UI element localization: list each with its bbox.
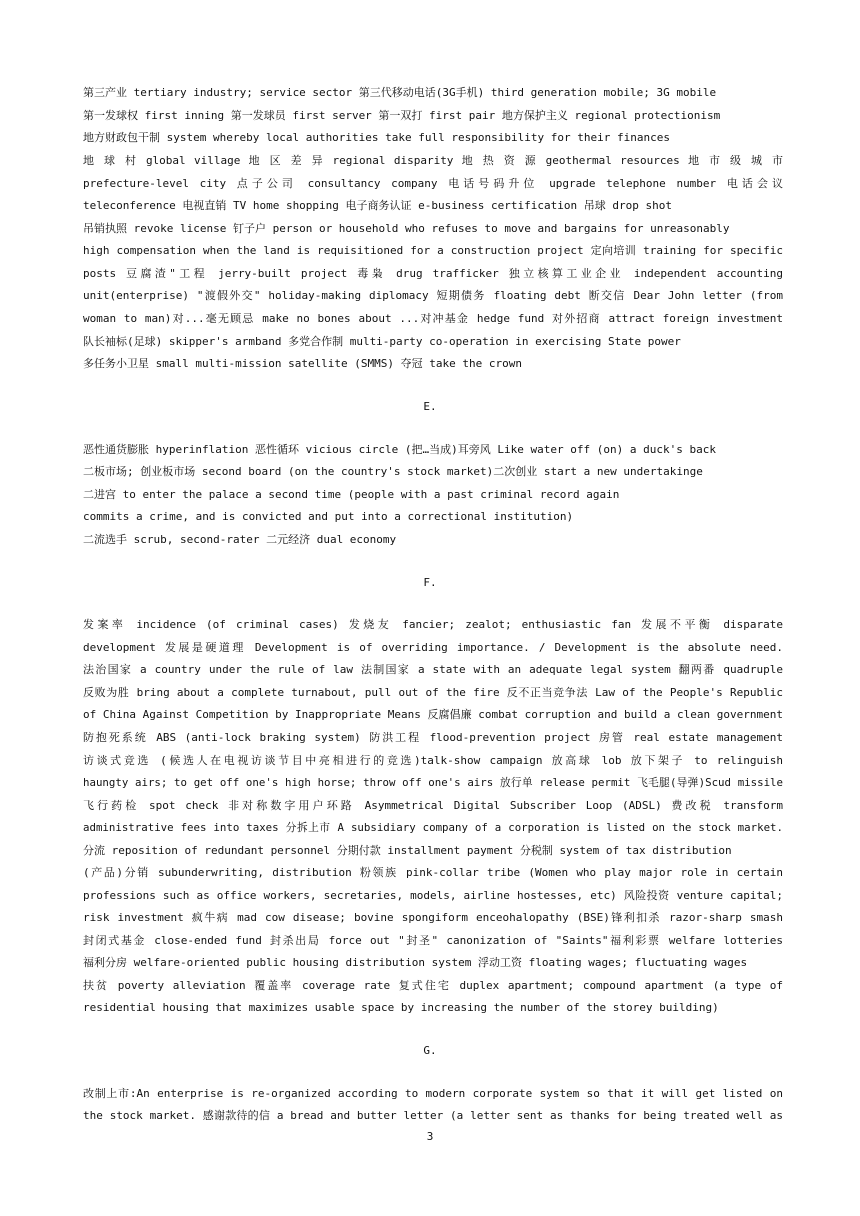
text-line: commits a crime, and is convicted and put into a correctional institution) <box>83 510 574 523</box>
text-line: 多任务小卫星 small multi-mission satellite (SMMS) 夺冠 take the crown <box>83 357 522 370</box>
text-line: 分流 reposition of redundant personnel 分期付款 installment payment 分税制 system of tax distribution <box>83 844 732 857</box>
text-line: 扶贫 poverty alleviation 覆盖率 coverage rate 复式住宅 duplex apartment; compound apartment (a type of <box>83 979 783 992</box>
text-line: 恶性通货膨胀 hyperinflation 恶性循环 vicious circle (把…当成)耳旁风 Like water off (on) a duck's back <box>83 443 716 456</box>
text-line: professions such as office workers, secretaries, models, airline hostesses, etc) 风险投资 venture capital; <box>83 889 783 902</box>
text-line: 防抱死系统 ABS (anti-lock braking system) 防洪工程 flood-prevention project 房管 real estate management <box>83 731 783 744</box>
text-line: 吊销执照 revoke license 钉子户 person or household who refuses to move and bargains for unreasonably <box>83 222 730 235</box>
page-number: 3 <box>426 1130 434 1143</box>
text-line: teleconference 电视直销 TV home shopping 电子商务认证 e-business certification 吊球 drop shot <box>83 199 672 212</box>
text-line: haungty airs; to get off one's high horse; throw off one's airs 放行单 release permit 飞毛腿(导弹)Scud missile <box>83 776 783 789</box>
text-line: woman to man)对...毫无顾忌 make no bones about ...对冲基金 hedge fund 对外招商 attract foreign investment <box>83 312 783 325</box>
text-line: 第三产业 tertiary industry; service sector 第三代移动电话(3G手机) third generation mobile; 3G mobile <box>83 86 717 99</box>
section-heading-e: E. <box>423 400 437 413</box>
text-line: 反败为胜 bring about a complete turnabout, pull out of the fire 反不正当竞争法 Law of the People's Republic <box>83 686 783 699</box>
text-line: development 发展是硬道理 Development is of overriding importance. / Development is the absolute need. <box>83 641 783 654</box>
text-line: 地方财政包干制 system whereby local authorities take full responsibility for their finances <box>83 131 670 144</box>
text-line: administrative fees into taxes 分拆上市 A subsidiary company of a corporation is listed on the stock market. <box>83 821 783 834</box>
text-line: unit(enterprise) "渡假外交" holiday-making diplomacy 短期债务 floating debt 断交信 Dear John letter (from <box>83 289 783 302</box>
text-line: prefecture-level city 点子公司 consultancy company 电话号码升位 upgrade telephone number 电话会议 <box>83 177 783 190</box>
text-line: risk investment 疯牛病 mad cow disease; bovine spongiform enceohalopathy (BSE)锋利扣杀 razor-sharp smash <box>83 911 783 924</box>
section-heading-g: G. <box>423 1044 437 1057</box>
text-line: 二流选手 scrub, second-rater 二元经济 dual economy <box>83 533 397 546</box>
text-line: 第一发球权 first inning 第一发球员 first server 第一双打 first pair 地方保护主义 regional protectionism <box>83 109 721 122</box>
text-line: of China Against Competition by Inappropriate Means 反腐倡廉 combat corruption and build a clean government <box>83 708 783 721</box>
text-line: 二板市场; 创业板市场 second board (on the country's stock market)二次创业 start a new undertakinge <box>83 465 703 478</box>
text-line: 封闭式基金 close-ended fund 封杀出局 force out "封圣" canonization of "Saints"福利彩票 welfare lotteries <box>83 934 783 947</box>
text-line: (产品)分销 subunderwriting, distribution 粉领族 pink-collar tribe (Women who play major role in certain <box>83 866 783 879</box>
text-line: 二进宫 to enter the palace a second time (people with a past criminal record again <box>83 488 620 501</box>
text-line: 福利分房 welfare-oriented public housing distribution system 浮动工资 floating wages; fluctuating wages <box>83 956 748 969</box>
text-line: 发案率 incidence (of criminal cases) 发烧友 fancier; zealot; enthusiastic fan 发展不平衡 disparate <box>83 618 783 631</box>
text-line: high compensation when the land is requisitioned for a construction project 定向培训 training for specific <box>83 244 783 257</box>
text-line: residential housing that maximizes usable space by increasing the number of the storey building) <box>83 1001 719 1014</box>
text-line: 改制上市:An enterprise is re-organized according to modern corporate system so that it will get listed on <box>83 1087 783 1100</box>
text-line: 飞行药检 spot check 非对称数字用户环路 Asymmetrical Digital Subscriber Loop (ADSL) 费改税 transform <box>83 799 783 812</box>
text-line: posts 豆腐渣"工程 jerry-built project 毒枭 drug trafficker 独立核算工业企业 independent accounting <box>83 267 783 280</box>
section-heading-f: F. <box>423 576 437 589</box>
text-line: 队长袖标(足球) skipper's armband 多党合作制 multi-party co-operation in exercising State power <box>83 335 681 348</box>
text-line: 法治国家 a country under the rule of law 法制国家 a state with an adequate legal system 翻两番 quadruple <box>83 663 783 676</box>
text-line: the stock market. 感谢款待的信 a bread and butter letter (a letter sent as thanks for being treated well as <box>83 1109 783 1122</box>
text-line: 访谈式竞选 (候选人在电视访谈节目中亮相进行的竞选)talk-show campaign 放高球 lob 放下架子 to relinguish <box>83 754 783 767</box>
text-line: 地 球 村 global village 地 区 差 异 regional disparity 地 热 资 源 geothermal resources 地 市 级 城 市 <box>83 154 783 167</box>
